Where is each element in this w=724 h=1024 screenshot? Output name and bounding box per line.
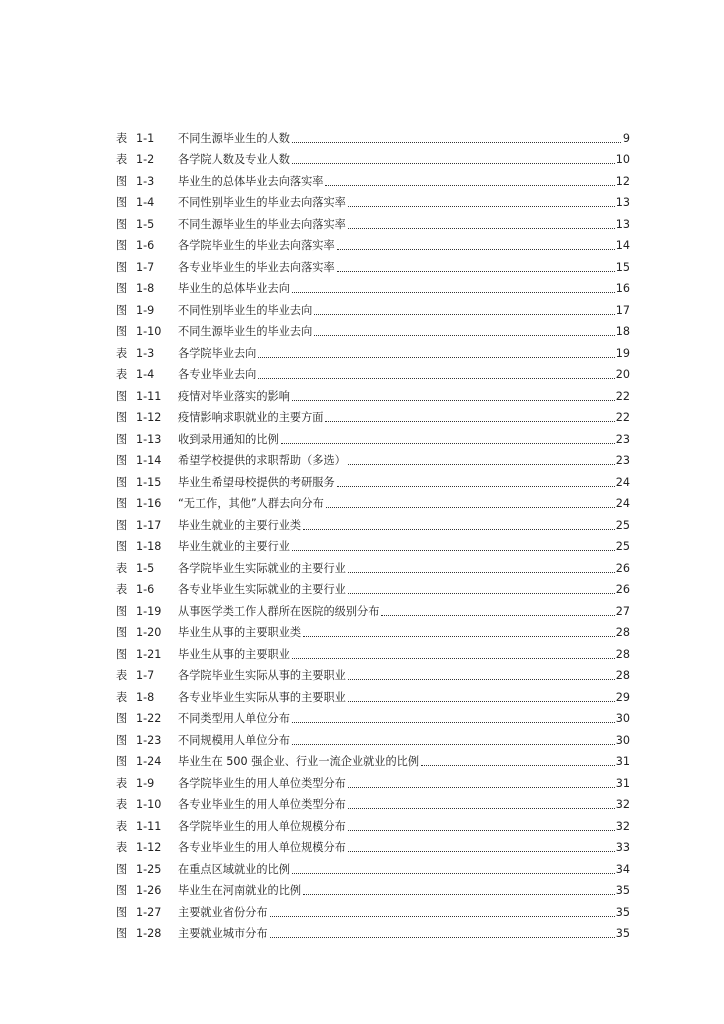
toc-entry-title: 各专业毕业生实际从事的主要职业 xyxy=(178,690,346,704)
toc-entry[interactable] xyxy=(116,232,630,254)
toc-entry-title: 疫情对毕业落实的影响 xyxy=(178,389,290,403)
toc-entry-label xyxy=(116,153,178,167)
toc-entry-number: 1-28 xyxy=(136,927,162,940)
toc-entry[interactable] xyxy=(116,167,630,189)
toc-entry-label xyxy=(116,755,178,769)
toc-entry-kind: 图 xyxy=(116,303,128,317)
toc-entry-kind: 图 xyxy=(116,884,128,897)
toc-leader-dots xyxy=(292,400,615,401)
toc-entry-label xyxy=(116,347,178,361)
toc-entry-title: 毕业生的总体毕业去向 xyxy=(178,282,290,295)
table-of-contents xyxy=(116,124,630,941)
toc-entry[interactable] xyxy=(116,404,630,426)
toc-leader-dots xyxy=(292,722,615,723)
toc-entry-title: 各学院毕业生的毕业去向落实率 xyxy=(178,239,335,252)
toc-leader-dots xyxy=(270,916,615,917)
toc-entry[interactable] xyxy=(116,210,630,232)
toc-entry-number: 1-3 xyxy=(136,346,155,360)
toc-entry-page: 16 xyxy=(615,282,630,295)
toc-entry-label xyxy=(116,669,178,683)
toc-leader-dots xyxy=(314,314,614,315)
toc-leader-dots xyxy=(292,658,615,659)
toc-entry-page: 15 xyxy=(615,260,630,274)
toc-entry-page: 26 xyxy=(615,561,630,575)
toc-entry-kind: 图 xyxy=(116,432,128,446)
toc-entry-label xyxy=(116,562,178,576)
toc-entry[interactable] xyxy=(116,812,630,834)
toc-leader-dots xyxy=(292,550,615,551)
toc-entry[interactable] xyxy=(116,361,630,383)
toc-entry-number: 1-7 xyxy=(136,669,155,682)
toc-entry-number: 1-22 xyxy=(136,712,162,725)
toc-entry-kind: 表 xyxy=(116,131,128,145)
toc-entry-label xyxy=(116,497,178,511)
toc-entry-number: 1-4 xyxy=(136,196,155,209)
toc-leader-dots xyxy=(348,206,615,207)
toc-entry-title: 不同生源毕业生的毕业去向 xyxy=(178,325,313,338)
toc-entry-title: 主要就业省份分布 xyxy=(178,905,268,919)
toc-entry[interactable] xyxy=(116,834,630,856)
toc-entry-page: 35 xyxy=(615,884,630,897)
toc-leader-dots xyxy=(270,937,615,938)
toc-entry-label xyxy=(116,583,178,597)
toc-entry-title: 各专业毕业生的用人单位规模分布 xyxy=(178,841,346,854)
toc-entry-number: 1-13 xyxy=(136,432,162,446)
toc-entry-label xyxy=(116,841,178,855)
toc-entry-kind: 图 xyxy=(116,518,128,532)
toc-entry-page: 25 xyxy=(615,518,630,532)
toc-entry-number: 1-5 xyxy=(136,561,155,575)
toc-entry-number: 1-18 xyxy=(136,540,162,553)
toc-entry-title: “无工作，其他”人群去向分布 xyxy=(178,497,324,510)
toc-entry-kind: 图 xyxy=(116,540,128,553)
toc-entry-page: 24 xyxy=(615,475,630,489)
toc-entry-label xyxy=(116,820,178,834)
toc-entry-kind: 图 xyxy=(116,733,128,747)
toc-entry[interactable] xyxy=(116,490,630,512)
toc-entry-number: 1-17 xyxy=(136,518,162,532)
toc-entry-label xyxy=(116,282,178,296)
toc-entry-title: 各学院毕业去向 xyxy=(178,346,257,360)
toc-entry-label xyxy=(116,433,178,447)
toc-entry-label xyxy=(116,218,178,232)
toc-entry-number: 1-27 xyxy=(136,905,162,919)
toc-entry-kind: 图 xyxy=(116,174,128,188)
toc-entry-label xyxy=(116,626,178,640)
toc-entry-number: 1-14 xyxy=(136,454,162,467)
toc-entry-title: 各学院毕业生的用人单位规模分布 xyxy=(178,819,346,833)
toc-entry-kind: 表 xyxy=(116,583,128,596)
toc-entry-title: 毕业生的总体毕业去向落实率 xyxy=(178,174,324,188)
toc-entry-page: 23 xyxy=(615,454,630,467)
toc-entry-kind: 表 xyxy=(116,776,128,790)
toc-entry-number: 1-15 xyxy=(136,475,162,489)
toc-entry-number: 1-6 xyxy=(136,239,155,252)
toc-entry-page: 17 xyxy=(615,303,630,317)
toc-entry-page: 35 xyxy=(615,927,630,940)
toc-entry[interactable] xyxy=(116,597,630,619)
toc-entry-page: 31 xyxy=(615,776,630,790)
toc-entry-kind: 图 xyxy=(116,712,128,725)
toc-entry-number: 1-9 xyxy=(136,303,155,317)
toc-entry-number: 1-7 xyxy=(136,260,155,274)
toc-entry-kind: 图 xyxy=(116,475,128,489)
toc-leader-dots xyxy=(337,486,615,487)
toc-entry-title: 各专业毕业生的用人单位类型分布 xyxy=(178,798,346,811)
toc-entry-page: 10 xyxy=(615,153,630,166)
toc-entry-title: 不同规模用人单位分布 xyxy=(178,733,290,747)
toc-entry[interactable] xyxy=(116,640,630,662)
toc-entry-page: 28 xyxy=(615,647,630,661)
toc-entry-kind: 图 xyxy=(116,239,128,252)
toc-entry-label xyxy=(116,777,178,791)
toc-entry-kind: 图 xyxy=(116,862,128,876)
toc-entry-label xyxy=(116,734,178,748)
toc-entry-title: 各学院毕业生实际就业的主要行业 xyxy=(178,561,346,575)
toc-entry-kind: 图 xyxy=(116,260,128,274)
toc-leader-dots xyxy=(348,464,615,465)
toc-entry-label xyxy=(116,390,178,404)
toc-entry-number: 1-23 xyxy=(136,733,162,747)
toc-leader-dots xyxy=(258,378,614,379)
toc-entry[interactable] xyxy=(116,275,630,297)
toc-entry-kind: 图 xyxy=(116,389,128,403)
toc-entry-kind: 图 xyxy=(116,905,128,919)
toc-entry-title: 各专业毕业生实际就业的主要行业 xyxy=(178,583,346,596)
toc-entry-page: 23 xyxy=(615,432,630,446)
toc-entry-kind: 表 xyxy=(116,153,128,166)
toc-leader-dots xyxy=(292,142,621,143)
toc-leader-dots xyxy=(325,421,614,422)
toc-entry-page: 9 xyxy=(622,131,630,145)
toc-entry-page: 22 xyxy=(615,411,630,424)
toc-entry-number: 1-12 xyxy=(136,411,162,424)
toc-entry-title: 毕业生从事的主要职业类 xyxy=(178,626,302,639)
toc-entry-page: 22 xyxy=(615,389,630,403)
toc-entry-label xyxy=(116,863,178,877)
toc-entry-kind: 表 xyxy=(116,669,128,682)
toc-leader-dots xyxy=(348,830,615,831)
toc-entry-label xyxy=(116,132,178,146)
toc-leader-dots xyxy=(292,744,615,745)
toc-leader-dots xyxy=(292,873,615,874)
toc-entry-number: 1-4 xyxy=(136,368,155,381)
toc-leader-dots xyxy=(303,529,615,530)
toc-entry-title: 毕业生在河南就业的比例 xyxy=(178,884,302,897)
toc-leader-dots xyxy=(381,615,614,616)
toc-entry-number: 1-10 xyxy=(136,798,162,811)
toc-entry[interactable] xyxy=(116,146,630,168)
toc-entry-number: 1-9 xyxy=(136,776,155,790)
toc-entry-number: 1-26 xyxy=(136,884,162,897)
toc-entry-label xyxy=(116,411,178,425)
toc-entry-label xyxy=(116,906,178,920)
toc-entry-title: 不同类型用人单位分布 xyxy=(178,712,290,725)
toc-entry-number: 1-20 xyxy=(136,626,162,639)
toc-entry-title: 毕业生希望母校提供的考研服务 xyxy=(178,475,335,489)
toc-entry-page: 30 xyxy=(615,712,630,725)
toc-entry-label xyxy=(116,605,178,619)
toc-leader-dots xyxy=(292,163,615,164)
toc-entry-label xyxy=(116,884,178,898)
toc-entry[interactable] xyxy=(116,554,630,576)
toc-entry-page: 13 xyxy=(615,217,630,231)
toc-entry-kind: 表 xyxy=(116,561,128,575)
toc-entry-kind: 图 xyxy=(116,454,128,467)
toc-entry-kind: 图 xyxy=(116,325,128,338)
toc-leader-dots xyxy=(303,894,615,895)
toc-leader-dots xyxy=(337,249,615,250)
toc-entry-title: 各学院毕业生的用人单位类型分布 xyxy=(178,776,346,790)
toc-entry-page: 31 xyxy=(615,755,630,768)
toc-entry-page: 33 xyxy=(615,841,630,854)
toc-entry-label xyxy=(116,648,178,662)
toc-leader-dots xyxy=(348,593,615,594)
toc-entry-title: 不同生源毕业生的人数 xyxy=(178,131,290,145)
toc-entry-kind: 图 xyxy=(116,497,128,510)
toc-leader-dots xyxy=(348,851,615,852)
toc-entry-number: 1-21 xyxy=(136,647,162,661)
toc-entry-page: 30 xyxy=(615,733,630,747)
toc-entry-page: 34 xyxy=(615,862,630,876)
toc-entry-page: 32 xyxy=(615,819,630,833)
toc-entry-kind: 表 xyxy=(116,368,128,381)
toc-entry-title: 收到录用通知的比例 xyxy=(178,432,279,446)
toc-entry[interactable] xyxy=(116,769,630,791)
toc-entry-page: 28 xyxy=(615,669,630,682)
toc-entry-label xyxy=(116,454,178,468)
toc-entry[interactable] xyxy=(116,576,630,598)
toc-leader-dots xyxy=(337,271,615,272)
toc-entry[interactable] xyxy=(116,920,630,942)
toc-entry-page: 18 xyxy=(615,325,630,338)
toc-entry-page: 35 xyxy=(615,905,630,919)
toc-entry-title: 不同性别毕业生的毕业去向 xyxy=(178,303,313,317)
toc-entry-label xyxy=(116,304,178,318)
toc-entry-number: 1-12 xyxy=(136,841,162,854)
toc-entry-kind: 表 xyxy=(116,798,128,811)
toc-entry-kind: 表 xyxy=(116,690,128,704)
toc-entry-page: 14 xyxy=(615,239,630,252)
toc-entry[interactable] xyxy=(116,619,630,641)
toc-entry-page: 19 xyxy=(615,346,630,360)
toc-entry-page: 27 xyxy=(615,604,630,618)
toc-entry-kind: 图 xyxy=(116,647,128,661)
toc-entry-label xyxy=(116,175,178,189)
toc-leader-dots xyxy=(348,701,615,702)
toc-entry-page: 28 xyxy=(615,626,630,639)
toc-entry-label xyxy=(116,261,178,275)
toc-entry-number: 1-5 xyxy=(136,217,155,231)
toc-entry-label xyxy=(116,712,178,726)
toc-entry-label xyxy=(116,239,178,253)
toc-entry-kind: 图 xyxy=(116,626,128,639)
toc-entry-kind: 图 xyxy=(116,217,128,231)
toc-entry[interactable] xyxy=(116,726,630,748)
toc-leader-dots xyxy=(314,335,614,336)
toc-entry-number: 1-8 xyxy=(136,282,155,295)
toc-entry-kind: 图 xyxy=(116,927,128,940)
toc-leader-dots xyxy=(303,636,615,637)
toc-entry-label xyxy=(116,691,178,705)
toc-entry-page: 25 xyxy=(615,540,630,553)
toc-leader-dots xyxy=(281,443,615,444)
toc-leader-dots xyxy=(421,765,615,766)
toc-entry-title: 毕业生从事的主要职业 xyxy=(178,647,290,661)
toc-entry[interactable] xyxy=(116,877,630,899)
toc-entry-page: 12 xyxy=(615,174,630,188)
toc-entry[interactable] xyxy=(116,683,630,705)
toc-entry[interactable] xyxy=(116,748,630,770)
toc-entry-title: 各专业毕业生的毕业去向落实率 xyxy=(178,260,335,274)
toc-entry[interactable] xyxy=(116,318,630,340)
toc-entry-title: 主要就业城市分布 xyxy=(178,927,268,940)
toc-entry-title: 毕业生在 500 强企业、行业一流企业就业的比例 xyxy=(178,755,420,768)
toc-entry-kind: 图 xyxy=(116,755,128,768)
toc-entry-kind: 表 xyxy=(116,346,128,360)
toc-entry-kind: 图 xyxy=(116,411,128,424)
toc-leader-dots xyxy=(325,185,614,186)
toc-entry-number: 1-11 xyxy=(136,389,162,403)
toc-entry-label xyxy=(116,927,178,941)
toc-entry-number: 1-2 xyxy=(136,153,155,166)
toc-entry-number: 1-10 xyxy=(136,325,162,338)
toc-entry-title: 希望学校提供的求职帮助（多选） xyxy=(178,454,346,467)
toc-entry-number: 1-3 xyxy=(136,174,155,188)
toc-leader-dots xyxy=(348,679,615,680)
toc-entry-number: 1-8 xyxy=(136,690,155,704)
toc-entry-label xyxy=(116,368,178,382)
toc-entry[interactable] xyxy=(116,468,630,490)
toc-entry-number: 1-6 xyxy=(136,583,155,596)
toc-entry-title: 毕业生就业的主要行业类 xyxy=(178,518,302,532)
toc-entry-page: 26 xyxy=(615,583,630,596)
toc-entry-title: 毕业生就业的主要行业 xyxy=(178,540,290,553)
toc-entry-title: 不同生源毕业生的毕业去向落实率 xyxy=(178,217,346,231)
toc-entry[interactable] xyxy=(116,662,630,684)
toc-entry-title: 疫情影响求职就业的主要方面 xyxy=(178,411,324,424)
toc-entry[interactable] xyxy=(116,898,630,920)
toc-entry-number: 1-25 xyxy=(136,862,162,876)
toc-entry-kind: 表 xyxy=(116,841,128,854)
toc-entry-title: 各学院人数及专业人数 xyxy=(178,153,290,166)
toc-entry[interactable] xyxy=(116,533,630,555)
toc-leader-dots xyxy=(292,292,615,293)
toc-entry-title: 在重点区域就业的比例 xyxy=(178,862,290,876)
toc-entry-title: 各学院毕业生实际从事的主要职业 xyxy=(178,669,346,682)
toc-entry[interactable] xyxy=(116,124,630,146)
toc-entry-kind: 图 xyxy=(116,604,128,618)
toc-entry-label xyxy=(116,325,178,339)
toc-entry[interactable] xyxy=(116,705,630,727)
toc-entry-page: 13 xyxy=(615,196,630,209)
toc-entry-page: 24 xyxy=(615,497,630,510)
toc-entry-label xyxy=(116,476,178,490)
toc-entry[interactable] xyxy=(116,382,630,404)
toc-entry-label xyxy=(116,519,178,533)
toc-leader-dots xyxy=(348,808,615,809)
toc-entry-number: 1-24 xyxy=(136,755,162,768)
toc-entry-title: 从事医学类工作人群所在医院的级别分布 xyxy=(178,604,380,618)
toc-entry-title: 各专业毕业去向 xyxy=(178,368,257,381)
toc-entry[interactable] xyxy=(116,339,630,361)
toc-entry-kind: 图 xyxy=(116,282,128,295)
toc-leader-dots xyxy=(348,787,615,788)
toc-entry-label xyxy=(116,196,178,210)
toc-entry-title: 不同性别毕业生的毕业去向落实率 xyxy=(178,196,346,209)
toc-leader-dots xyxy=(348,228,615,229)
toc-entry-label xyxy=(116,798,178,812)
toc-entry[interactable] xyxy=(116,511,630,533)
toc-entry[interactable] xyxy=(116,425,630,447)
toc-entry[interactable] xyxy=(116,447,630,469)
toc-entry[interactable] xyxy=(116,253,630,275)
toc-entry-page: 29 xyxy=(615,690,630,704)
toc-entry[interactable] xyxy=(116,791,630,813)
toc-entry-kind: 表 xyxy=(116,819,128,833)
toc-entry[interactable] xyxy=(116,189,630,211)
toc-entry-number: 1-16 xyxy=(136,497,162,510)
toc-entry-number: 1-11 xyxy=(136,819,162,833)
toc-entry-page: 32 xyxy=(615,798,630,811)
toc-leader-dots xyxy=(326,507,615,508)
toc-leader-dots xyxy=(348,572,615,573)
toc-entry[interactable] xyxy=(116,296,630,318)
toc-entry-label xyxy=(116,540,178,554)
toc-entry[interactable] xyxy=(116,855,630,877)
toc-entry-number: 1-19 xyxy=(136,604,162,618)
toc-leader-dots xyxy=(258,357,614,358)
toc-entry-page: 20 xyxy=(615,368,630,381)
toc-entry-kind: 图 xyxy=(116,196,128,209)
toc-entry-number: 1-1 xyxy=(136,131,155,145)
